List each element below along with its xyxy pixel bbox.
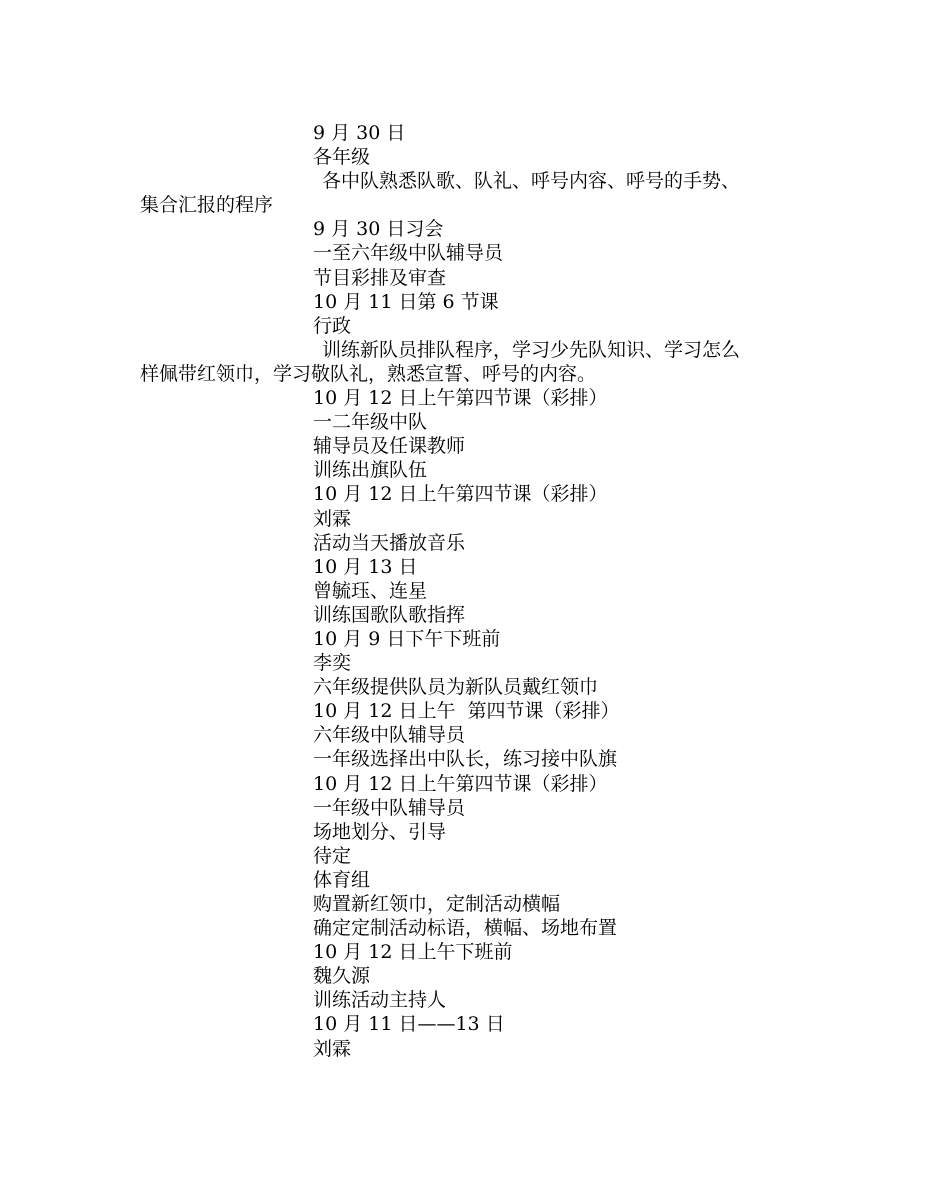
text-line: 活动当天播放音乐 xyxy=(313,531,466,554)
document-body xyxy=(140,121,830,1061)
text-line: 场地划分、引导 xyxy=(313,820,447,843)
text-line: 10 月 12 日上午 第四节课（彩排） xyxy=(313,700,620,723)
text-line: 刘霖 xyxy=(313,507,352,530)
text-line: 曾毓珏、连星 xyxy=(313,579,428,602)
text-line: 10 月 12 日上午第四节课（彩排） xyxy=(313,772,608,795)
text-line: 辅导员及任课教师 xyxy=(313,435,466,458)
text-line: 各中队熟悉队歌、队礼、呼号内容、呼号的手势、 xyxy=(322,170,741,193)
text-line: 训练国歌队歌指挥 xyxy=(313,603,466,626)
text-line: 训练新队员排队程序，学习少先队知识、学习怎么 xyxy=(322,338,741,361)
text-line: 样佩带红领巾，学习敬队礼，熟悉宣誓、呼号的内容。 xyxy=(140,362,597,385)
text-line: 购置新红领巾，定制活动横幅 xyxy=(313,893,561,915)
text-line: 9 月 30 日 xyxy=(313,122,406,144)
text-line: 一年级中队辅导员 xyxy=(313,796,466,819)
text-line: 集合汇报的程序 xyxy=(140,194,274,217)
text-line: 9 月 30 日习会 xyxy=(313,218,444,241)
text-line: 李奕 xyxy=(313,652,352,675)
text-line: 待定 xyxy=(313,844,352,867)
text-line: 六年级中队辅导员 xyxy=(313,724,466,747)
text-line: 10 月 12 日上午下班前 xyxy=(313,941,513,964)
text-line: 节目彩排及审查 xyxy=(313,266,447,289)
text-line: 刘霖 xyxy=(313,1037,352,1060)
text-line: 10 月 12 日上午第四节课（彩排） xyxy=(313,483,608,506)
text-line: 10 月 12 日上午第四节课（彩排） xyxy=(313,387,608,410)
text-line: 魏久源 xyxy=(313,965,371,988)
text-line: 训练活动主持人 xyxy=(313,989,447,1012)
text-line: 行政 xyxy=(313,314,352,337)
text-line: 10 月 11 日第 6 节课 xyxy=(313,290,499,313)
text-line: 六年级提供队员为新队员戴红领巾 xyxy=(313,676,599,699)
text-line: 10 月 9 日下午下班前 xyxy=(313,627,501,650)
text-line: 10 月 11 日——13 日 xyxy=(313,1013,505,1036)
text-line: 确定定制活动标语，横幅、场地布置 xyxy=(313,917,618,940)
text-line: 训练出旗队伍 xyxy=(313,459,428,482)
text-line: 一年级选择出中队长，练习接中队旗 xyxy=(313,748,618,771)
text-line: 各年级 xyxy=(313,146,371,169)
text-line: 体育组 xyxy=(313,868,371,891)
text-line: 一二年级中队 xyxy=(313,411,428,434)
text-line: 一至六年级中队辅导员 xyxy=(313,242,504,265)
text-line: 10 月 13 日 xyxy=(313,555,418,578)
